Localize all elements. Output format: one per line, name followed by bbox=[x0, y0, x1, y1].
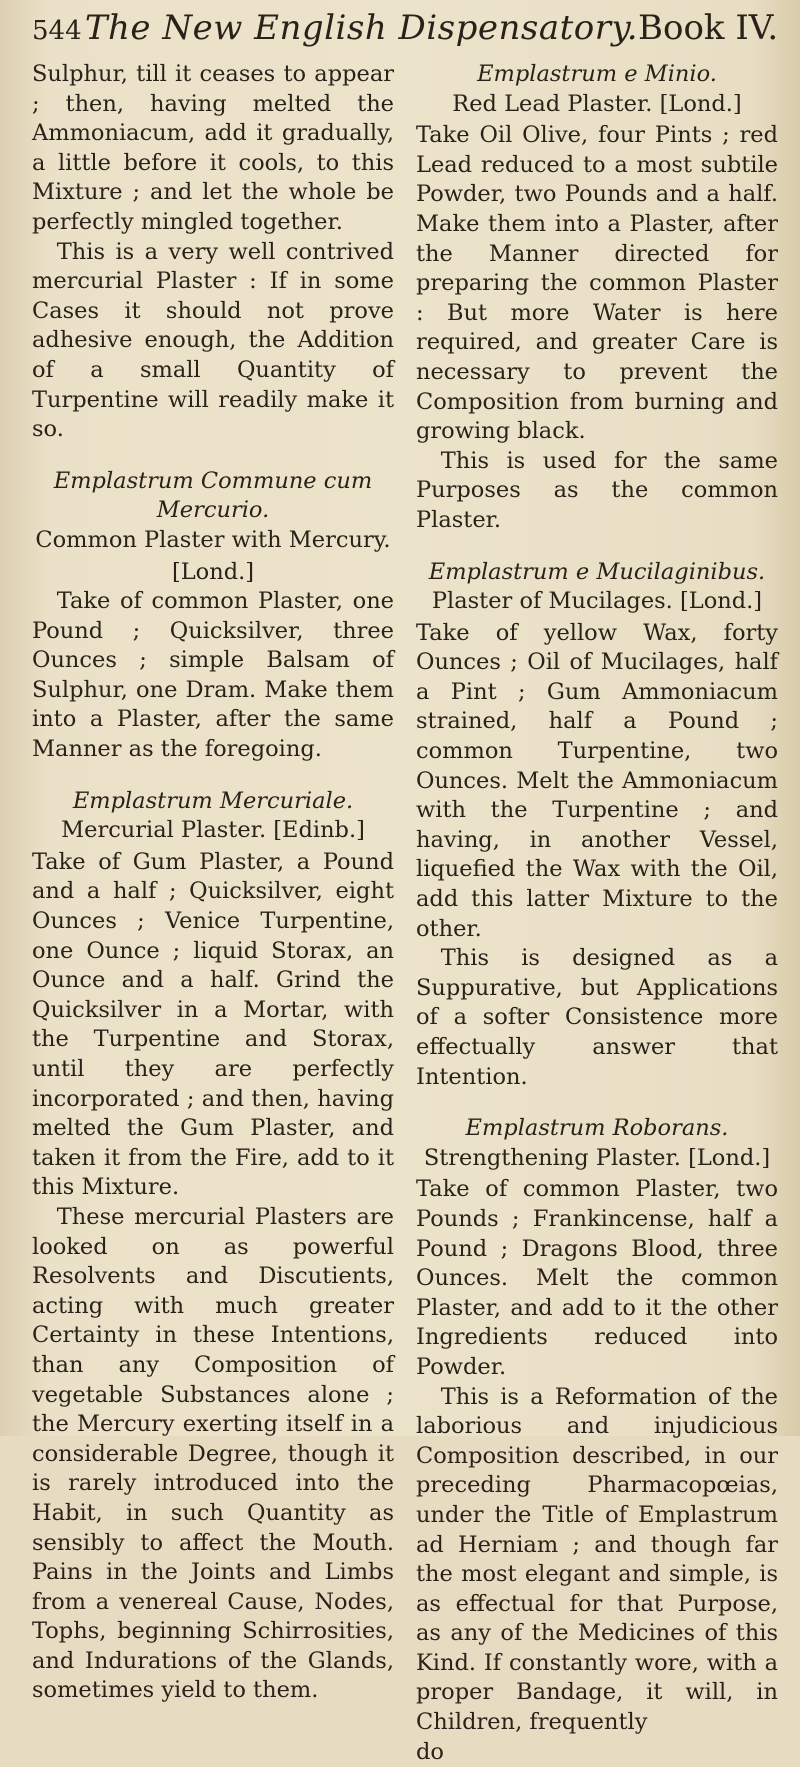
recipe-source: [Lond.] bbox=[688, 1144, 771, 1171]
recipe-english-title bbox=[32, 816, 394, 846]
paragraph: Sulphur, till it ceases to appear ; then, having melted the Ammoniacum, add it gradually, a little before it cools, to this Mixture ; and let the whole be perfectly mingled together. bbox=[32, 61, 394, 235]
recipe-latin-title: Emplastrum Mercuriale. bbox=[72, 787, 354, 814]
recipe-source: [Edinb.] bbox=[273, 817, 365, 844]
left-column bbox=[32, 60, 394, 1767]
page-number: 544 bbox=[32, 16, 82, 46]
paragraph: Take of common Plaster, two Pounds ; Frankincense, half a Pound ; Dragons Blood, three Ounces. Melt the common Plaster, and add to it the other Ingredients reduced into Powder. bbox=[416, 1176, 778, 1380]
recipe-source: [Lond.] bbox=[171, 558, 255, 585]
recipe-source: [Lond.] bbox=[659, 90, 742, 117]
english-title-text: Red Lead Plaster. bbox=[452, 90, 653, 117]
recipe-source: [Lond.] bbox=[680, 588, 763, 615]
recipe-english-title bbox=[416, 1144, 778, 1174]
recipe-english-title bbox=[416, 90, 778, 120]
right-column bbox=[416, 60, 778, 1767]
book-label: Book IV. bbox=[638, 8, 778, 48]
english-title-text: Mercurial Plaster. bbox=[61, 817, 267, 844]
english-title-text: Plaster of Mucilages. bbox=[431, 588, 673, 615]
paragraph: This is designed as a Suppurative, but Applications of a softer Consistence more effectually answer that Intention. bbox=[416, 945, 778, 1090]
recipe-english-title: Common Plaster with Mercury. bbox=[35, 526, 391, 553]
paragraph: These mercurial Plasters are looked on as powerful Resolvents and Discutients, acting with much greater Certainty in these Intentions, than any Composition of vegetable Substances alone ; the Mercury exerting itself in a considerable Degree, though it is rarely introduced into the Habit, in such Quantity as sensibly to affect the Mouth. Pains in the Joints and Limbs from a venereal Cause, Nodes, Tophs, beginning Schirrosities, and Indurations of the Glands, sometimes yield to them. bbox=[32, 1203, 394, 1704]
text-columns bbox=[32, 60, 778, 1767]
running-header bbox=[32, 6, 778, 56]
recipe-latin-title: Emplastrum e Minio. bbox=[477, 61, 717, 87]
recipe-latin-title: Emplastrum Commune cum Mercurio. bbox=[53, 467, 373, 524]
recipe-latin-title: Emplastrum Roborans. bbox=[465, 1115, 729, 1142]
running-title: The New English Dispensatory. bbox=[84, 8, 638, 48]
catchword: do bbox=[416, 1738, 444, 1765]
paragraph: Take Oil Olive, four Pints ; red Lead reduced to a most subtile Powder, two Pounds and a half. Make them into a Plaster, after the Manner directed for preparing the common Plaster : But more Water is here required, and greater Care is necessary to prevent the Composition from burning and growing black. bbox=[416, 122, 778, 445]
paragraph: This is used for the same Purposes as the common Plaster. bbox=[416, 447, 778, 533]
english-title-text: Strengthening Plaster. bbox=[423, 1144, 681, 1171]
paragraph: This is a very well contrived mercurial Plaster : If in some Cases it should not prove adhesive enough, the Addition of a small Quantity of Turpentine will readily make it so. bbox=[32, 238, 394, 443]
paragraph: This is a Reformation of the laborious and injudicious Composition described, in our preceding Pharmacopœias, under the Title of Emplastrum ad Herniam ; and though far the most elegant and simple, is as effectual for that Purpose, as any of the Medicines of this Kind. If constantly wore, with a proper Bandage, it will, in Children, frequently bbox=[416, 1383, 778, 1736]
paragraph: Take of yellow Wax, forty Ounces ; Oil of Mucilages, half a Pint ; Gum Ammoniacum strained, half a Pound ; common Turpentine, two Ounces. Melt the Ammoniacum with the Turpentine ; and having, in another Vessel, liquefied the Wax with the Oil, add this latter Mixture to the other. bbox=[416, 619, 778, 942]
recipe-english-title bbox=[416, 587, 778, 617]
paragraph: Take of Gum Plaster, a Pound and a half ; Quicksilver, eight Ounces ; Venice Turpentine, one Ounce ; liquid Storax, an Ounce and a half. Grind the Quicksilver in a Mortar, with the Turpentine and Storax, until they are perfectly incorporated ; and then, having melted the Gum Plaster, and taken it from the Fire, add to it this Mixture. bbox=[32, 848, 394, 1201]
paragraph: Take of common Plaster, one Pound ; Quicksilver, three Ounces ; simple Balsam of Sulphur, one Dram. Make them into a Plaster, after the same Manner as the foregoing. bbox=[32, 588, 394, 763]
recipe-latin-title: Emplastrum e Mucilaginibus. bbox=[428, 558, 766, 585]
